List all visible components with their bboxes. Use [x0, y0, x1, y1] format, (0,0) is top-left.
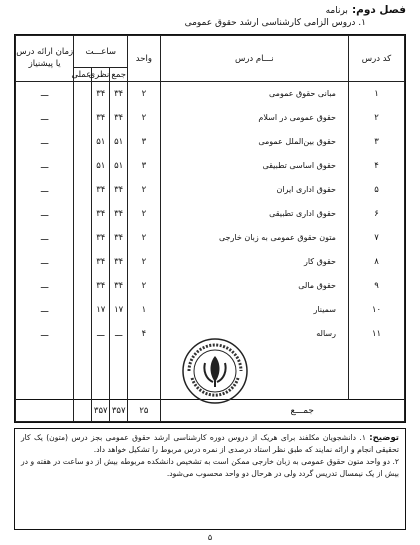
- cell-name: حقوق اساسی تطبیقی: [160, 154, 348, 178]
- cell-theory: ۳۴: [92, 250, 110, 274]
- cell-code: ۵: [348, 178, 404, 202]
- cell-total: ۳۴: [110, 82, 128, 106]
- cell-units: ۱: [128, 298, 161, 322]
- cell-name: سمینار: [160, 298, 348, 322]
- cell-practice: [74, 178, 92, 202]
- cell-units: ۲: [128, 250, 161, 274]
- col-header-units: واحد: [128, 36, 161, 82]
- col-header-theory: نظری: [88, 69, 110, 80]
- cell-practice: [74, 106, 92, 130]
- cell-practice: [74, 250, 92, 274]
- table-row: [16, 202, 405, 226]
- cell-name: مبانی حقوق عمومی: [160, 82, 348, 106]
- cell-units: ۲: [128, 178, 161, 202]
- cell-practice: [74, 154, 92, 178]
- cell-total: ۳۴: [110, 106, 128, 130]
- cell-units: ۲: [128, 82, 161, 106]
- spacer-cell: [92, 346, 110, 400]
- cell-theory: ۳۴: [92, 202, 110, 226]
- table-row: [16, 298, 405, 322]
- cell-practice: [74, 130, 92, 154]
- cell-time: ـــ: [16, 274, 74, 298]
- cell-theory: ۵۱: [92, 154, 110, 178]
- totals-practice: [74, 400, 92, 422]
- cell-time: ـــ: [16, 298, 74, 322]
- table-row: [16, 250, 405, 274]
- note-2: ۲. دو واحد متون حقوق عمومی به زبان خارجی ممکن است به تشخیص دانشکده مربوطه بیش از دو ساعت در هفته و در بیش از یک نیمسال تدریس گردد ولی در هرحال دو واحد محسوب می‌شود.: [21, 457, 399, 478]
- cell-name: متون حقوق عمومی به زبان خارجی: [160, 226, 348, 250]
- cell-practice: [74, 202, 92, 226]
- cell-code: ۲: [348, 106, 404, 130]
- cell-practice: [74, 226, 92, 250]
- col-header-code: کد درس: [348, 36, 404, 82]
- table-row: [16, 82, 405, 106]
- cell-code: ۸: [348, 250, 404, 274]
- subheading: ۱. دروس الزامی کارشناسی ارشد حقوق عمومی: [184, 18, 366, 28]
- col-header-time: زمان ارائه درس یا پیشنیاز: [16, 36, 74, 82]
- cell-practice: [74, 322, 92, 346]
- cell-code: ۶: [348, 202, 404, 226]
- spacer-cell: [74, 346, 92, 400]
- cell-time: ـــ: [16, 82, 74, 106]
- cell-name: حقوق اداری ایران: [160, 178, 348, 202]
- cell-practice: [74, 298, 92, 322]
- cell-theory: ۳۴: [92, 106, 110, 130]
- cell-time: ـــ: [16, 154, 74, 178]
- cell-units: ۲: [128, 274, 161, 298]
- cell-theory: ـــ: [92, 322, 110, 346]
- totals-label: جمـــع: [160, 400, 404, 422]
- cell-name: حقوق بین‌الملل عمومی: [160, 130, 348, 154]
- spacer-cell: [128, 346, 161, 400]
- cell-total: ۵۱: [110, 130, 128, 154]
- cell-total: ۵۱: [110, 154, 128, 178]
- cell-code: ۱۱: [348, 322, 404, 346]
- cell-code: ۹: [348, 274, 404, 298]
- section-subtitle: برنامه: [325, 6, 348, 16]
- cell-units: ۲: [128, 226, 161, 250]
- cell-time: ـــ: [16, 178, 74, 202]
- cell-total: ۳۴: [110, 274, 128, 298]
- spacer-cell: [16, 346, 74, 400]
- cell-code: ۴: [348, 154, 404, 178]
- cell-theory: ۵۱: [92, 130, 110, 154]
- cell-time: ـــ: [16, 250, 74, 274]
- table-row: [16, 154, 405, 178]
- cell-theory: ۳۴: [92, 178, 110, 202]
- col-header-practice: عملی: [71, 69, 92, 80]
- totals-time: [16, 400, 74, 422]
- cell-total: ۳۴: [110, 202, 128, 226]
- cell-practice: [74, 274, 92, 298]
- cell-theory: ۳۴: [92, 226, 110, 250]
- section-heading: [14, 4, 406, 16]
- cell-name: رساله: [160, 322, 348, 346]
- cell-code: ۷: [348, 226, 404, 250]
- table-row: [16, 226, 405, 250]
- cell-name: حقوق عمومی در اسلام: [160, 106, 348, 130]
- cell-time: ـــ: [16, 202, 74, 226]
- cell-code: ۱۰: [348, 298, 404, 322]
- cell-time: ـــ: [16, 130, 74, 154]
- cell-total: ۱۷: [110, 298, 128, 322]
- cell-time: ـــ: [16, 322, 74, 346]
- cell-units: ۳: [128, 130, 161, 154]
- cell-total: ۳۴: [110, 250, 128, 274]
- cell-theory: ۳۴: [92, 274, 110, 298]
- cell-units: ۳: [128, 154, 161, 178]
- totals-units: ۲۵: [128, 400, 161, 422]
- spacer-cell: [110, 346, 128, 400]
- section-title: فصل دوم:: [351, 4, 406, 16]
- table-row: [16, 130, 405, 154]
- cell-total: ۳۴: [110, 178, 128, 202]
- official-seal-icon: [180, 336, 250, 406]
- col-header-hours: ساعـــت: [74, 36, 128, 68]
- cell-practice: [74, 82, 92, 106]
- page-header: [14, 4, 406, 28]
- cell-total: ۳۴: [110, 226, 128, 250]
- cell-theory: ۳۴: [92, 82, 110, 106]
- cell-units: ۴: [128, 322, 161, 346]
- cell-units: ۲: [128, 202, 161, 226]
- notes-box: [14, 428, 406, 530]
- cell-code: ۳: [348, 130, 404, 154]
- cell-units: ۲: [128, 106, 161, 130]
- notes-title: توضیح:: [369, 433, 399, 443]
- cell-name: حقوق مالی: [160, 274, 348, 298]
- table-row: [16, 106, 405, 130]
- spacer-cell: [348, 346, 404, 400]
- page-number: ۵: [207, 533, 213, 542]
- cell-total: ـــ: [110, 322, 128, 346]
- note-1: ۱. دانشجویان مکلفند برای هریک از دروس دوره کارشناسی ارشد حقوق عمومی بجز درس (متون) یک کار تحقیقی انجام و ارائه نمایند که طبق نظر استاد درصدی از نمره درس مربوط را تشکیل خواهد داد.: [21, 433, 399, 454]
- cell-name: حقوق اداری تطبیقی: [160, 202, 348, 226]
- col-header-name: نـــام درس: [160, 36, 348, 82]
- cell-time: ـــ: [16, 226, 74, 250]
- cell-theory: ۱۷: [92, 298, 110, 322]
- totals-theory: ۳۵۷: [92, 400, 110, 422]
- col-header-total: جمع: [111, 69, 127, 80]
- cell-time: ـــ: [16, 106, 74, 130]
- table-row: [16, 274, 405, 298]
- cell-code: ۱: [348, 82, 404, 106]
- table-row: [16, 178, 405, 202]
- cell-name: حقوق کار: [160, 250, 348, 274]
- totals-total: ۳۵۷: [110, 400, 128, 422]
